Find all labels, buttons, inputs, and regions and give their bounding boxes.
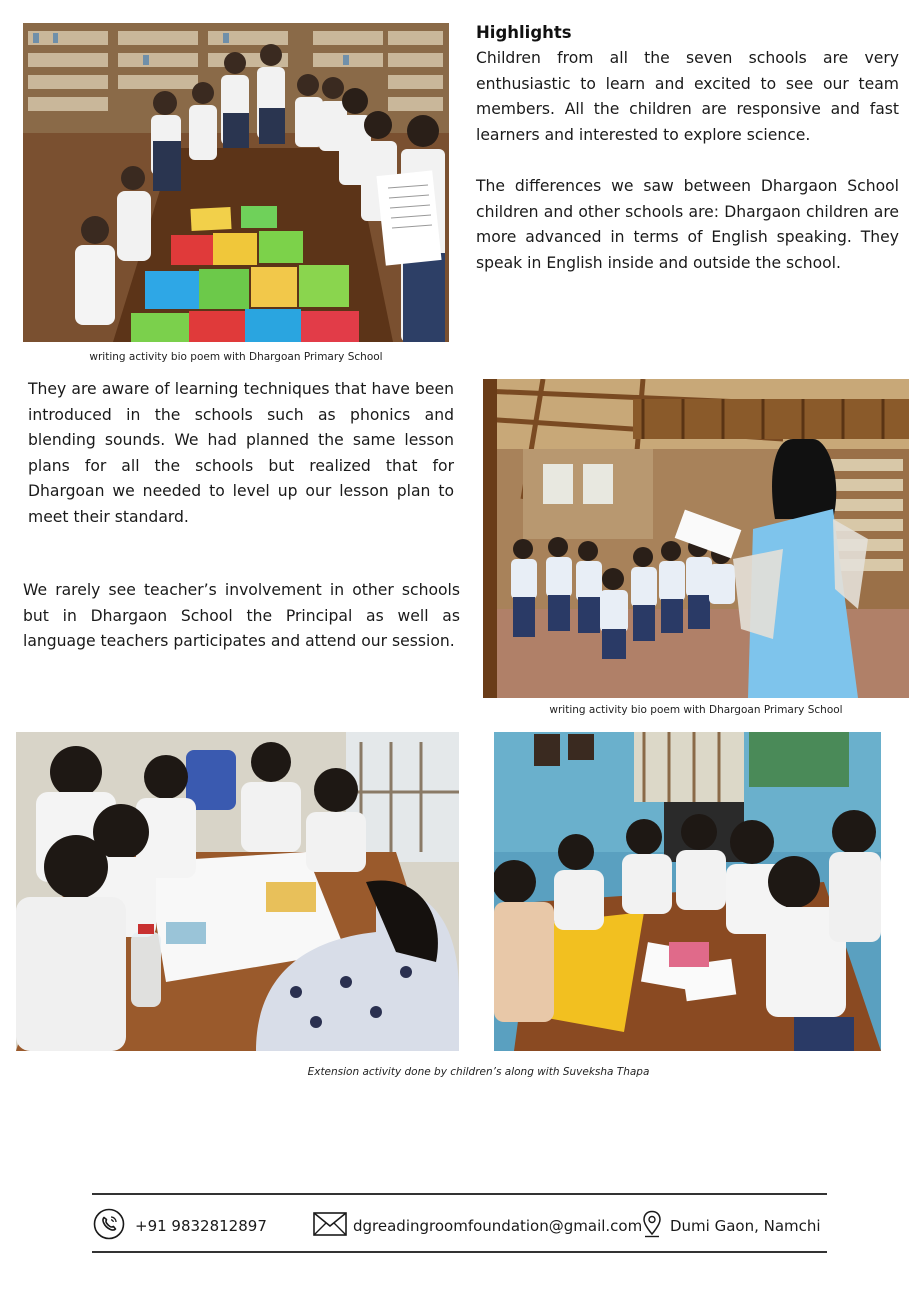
footer-phone[interactable] — [93, 1209, 267, 1243]
learning-techniques-paragraph: They are aware of learning techniques that have been introduced in the schools such as phonics and blending sounds. We had planned the same lesson plans for all the schools but realized that for Dhargoan we needed to level up our lesson plan to meet their standard. — [28, 380, 454, 526]
photo-extension-activity-left — [16, 732, 459, 1051]
envelope-icon — [313, 1212, 347, 1240]
email-address: dgreadingroomfoundation@gmail.com — [353, 1217, 643, 1235]
highlights-paragraph-2: The differences we saw between Dhargaon School children and other schools are: Dhargaon children are more advanced in terms of English speaking. They speak in English inside and outside the school. — [476, 177, 899, 272]
location-text: Dumi Gaon, Namchi — [670, 1217, 821, 1235]
footer-location — [642, 1209, 821, 1243]
photo-teacher-library-session — [483, 379, 909, 698]
location-pin-icon — [642, 1210, 662, 1242]
phone-icon — [93, 1208, 125, 1244]
photo2-caption: writing activity bio poem with Dhargoan Primary School — [549, 704, 843, 716]
phone-number: +91 9832812897 — [135, 1217, 267, 1235]
photo-extension-activity-right — [494, 732, 881, 1051]
footer-bottom-rule — [92, 1251, 827, 1253]
teacher-involvement-paragraph: We rarely see teacher’s involvement in other schools but in Dhargaon School the Principal as well as language teachers participates and attend our session. — [23, 581, 460, 650]
highlights-paragraph-1: Children from all the seven schools are very enthusiastic to learn and excited to see our team members. All the children are responsive and fast learners and interested to explore science. — [476, 49, 899, 144]
footer-top-rule — [92, 1193, 827, 1195]
highlights-heading: Highlights — [476, 23, 572, 42]
photo1-caption: writing activity bio poem with Dhargoan Primary School — [89, 351, 383, 363]
photos-extension-caption: Extension activity done by children’s along with Suveksha Thapa — [307, 1066, 650, 1078]
photo-children-bio-poem-table — [23, 23, 449, 342]
footer-email[interactable] — [313, 1209, 642, 1243]
